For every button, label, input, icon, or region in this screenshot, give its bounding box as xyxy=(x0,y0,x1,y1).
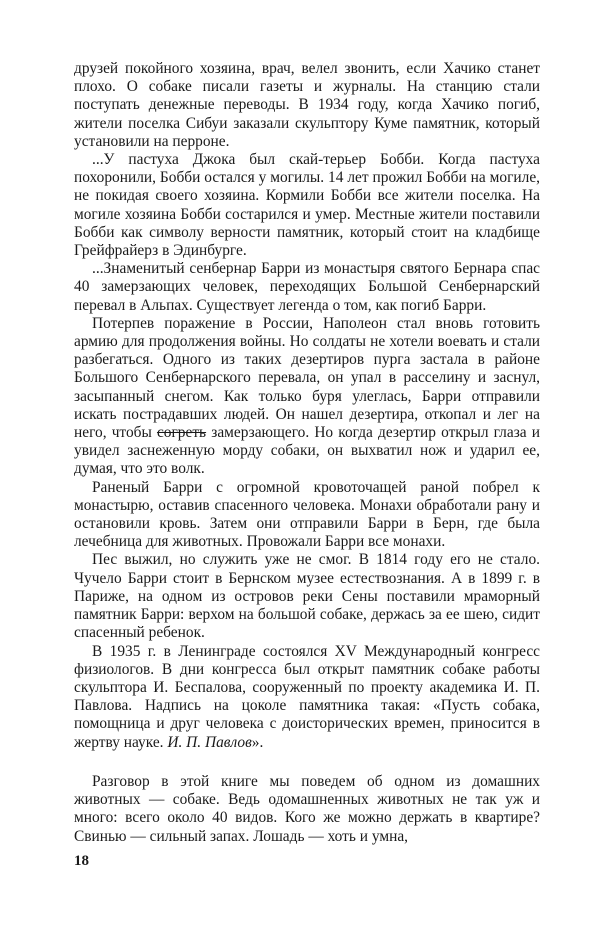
pavlov-close: ». xyxy=(251,733,264,751)
paragraph-barry-monument: Пес выжил, но служить уже не смог. В 1814 году его не стало. Чучело Барри стоит в Бернском музее естествознания. А в 1899 г. в Париже, на одном из островов реки Сены поставили мраморный памятник Барри: верхом на большой собаке, держась за ее шею, сидит спасенный ребенок. xyxy=(74,551,540,642)
main-text xyxy=(74,60,540,752)
bottom-text xyxy=(74,773,540,846)
paragraph-book-intro: Разговор в этой книге мы поведем об одном из домашних животных — собаке. Ведь одомашненных животных не так уж и много: всего около 40 видов. Кого же можно держать в квартире? Свинью — сильный запах. Лошадь — хоть и умна, xyxy=(74,773,540,845)
paragraph-barry-intro: ...Знаменитый сенбернар Барри из монастыря святого Бернара спас 40 замерзающих человек, переходящих Большой Сенбернарский перевал в Альпах. Существует легенда о том, как погиб Барри. xyxy=(74,260,540,314)
pavlov-signature: И. П. Павлов xyxy=(167,733,252,751)
paragraph-barry-wounded: Раненый Барри с огромной кровоточащей раной побрел к монастырю, оставив спасенного человека. Монахи обработали рану и остановили кровь. Затем они отправили Барри в Берн, где была лечебница для животных. Провожали Барри все монахи. xyxy=(74,478,540,551)
paragraph-barry-legend xyxy=(74,315,540,479)
paragraph-pavlov xyxy=(74,643,540,752)
legend-text-before: Потерпев поражение в России, Наполеон стал вновь готовить армию для продолжения войны. Но солдаты не хотели воевать и стали разбегаться. Одного из таких дезертиров пурга застала в районе Большого Сенбернарского перевала, он упал в расселину и заснул, засыпанный снегом. Как только буря улеглась, Барри отправили искать пострадавших людей. Он нашел дезертира, откопал и лег на него, чтобы xyxy=(74,314,540,442)
page-number: 18 xyxy=(74,853,89,869)
struck-word: согреть xyxy=(156,424,207,442)
paragraph-bobby: ...У пастуха Джока был скай-терьер Бобби. Когда пастуха похоронили, Бобби остался у могилы. 14 лет прожил Бобби на могиле, не покидая своего хозяина. Кормили Бобби все жители поселка. На могиле хозяина Бобби состарился и умер. Местные жители поставили Бобби как символу верности памятник, который стоит на кладбище Грейфрайерз в Эдинбурге. xyxy=(74,151,540,260)
pavlov-text: В 1935 г. в Ленинграде состоялся XV Международный конгресс физиологов. В дни конгресса был открыт памятник собаке работы скульптора И. Беспалова, сооруженный по проекту академика И. П. Павлова. Надпись на цоколе памятника такая: «Пусть собака, помощница и друг человека с доисторических времен, приносится в жертву науке. xyxy=(74,642,540,751)
paragraph-hachiko: друзей покойного хозяина, врач, велел звонить, если Хачико станет плохо. О собаке писали газеты и журналы. На станцию стали поступать денежные переводы. В 1934 году, когда Хачико погиб, жители поселка Сибуи заказали скульптору Куме памятник, который установили на перроне. xyxy=(74,60,540,150)
legend-text-after: замерзающего. Но когда дезертир открыл глаза и увидел заснеженную морду собаки, он выхватил нож и ударил ее, думая, что это волк. xyxy=(74,424,540,478)
